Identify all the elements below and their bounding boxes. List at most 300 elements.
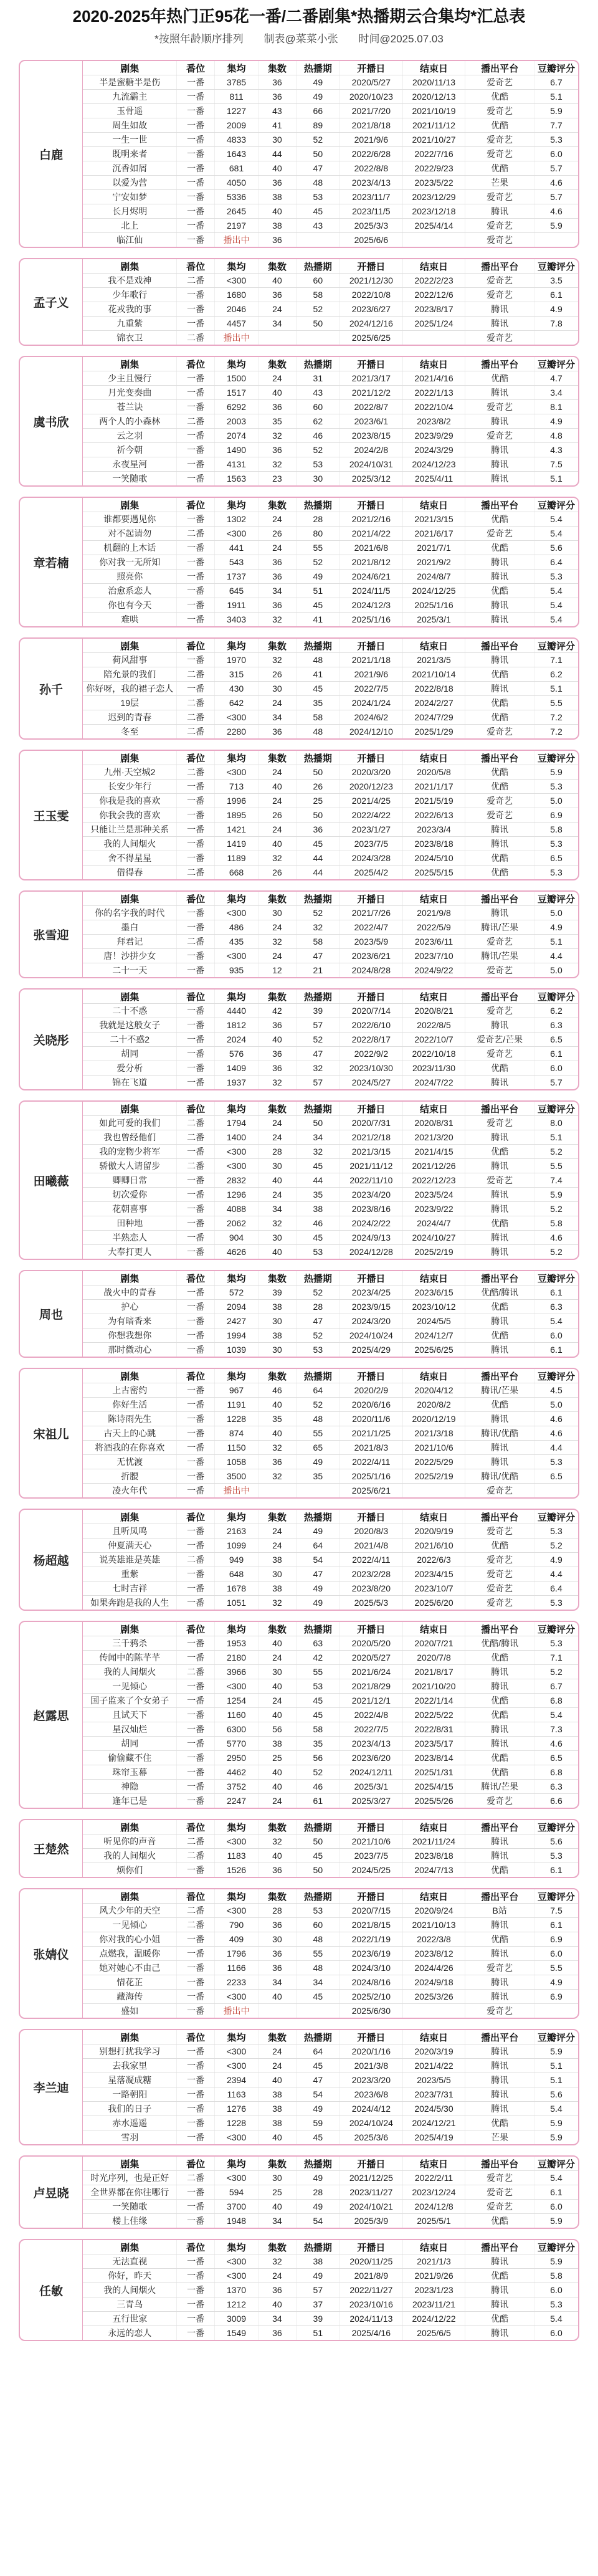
table-row: [83, 1849, 578, 1863]
table-cell: 54: [296, 2087, 339, 2102]
table-cell: 4.9: [534, 302, 579, 317]
table-cell: 一番: [177, 2004, 214, 2018]
table-row: [83, 765, 578, 780]
table-cell: 2023/11/5: [340, 204, 403, 219]
table-cell: 2024/5/25: [340, 1863, 403, 1877]
table-cell: 40: [259, 1679, 296, 1694]
table-cell: 2022/12/23: [402, 1173, 465, 1188]
table-cell: 8.0: [534, 1116, 579, 1130]
table-cell: 爱分析: [83, 1061, 177, 1076]
column-header: 集均: [214, 639, 258, 653]
table-cell: 80: [296, 527, 339, 541]
column-header: 结束日: [402, 751, 465, 765]
table-cell: 一番: [177, 1524, 214, 1538]
table-cell: 4.8: [534, 429, 579, 443]
table-cell: 如此可爱的我们: [83, 1116, 177, 1130]
column-header: 番位: [177, 1820, 214, 1834]
table-cell: 星落凝成糖: [83, 2073, 177, 2087]
table-cell: 32: [259, 2254, 296, 2269]
table-cell: 64: [296, 1383, 339, 1398]
table-cell: 且试天下: [83, 1708, 177, 1722]
table-cell: 2021/3/15: [340, 1145, 403, 1159]
table-cell: 一番: [177, 906, 214, 920]
column-header: 热播期: [296, 1369, 339, 1383]
actress-section: [19, 1270, 579, 1358]
table-cell: 一番: [177, 920, 214, 935]
table-row: [83, 1737, 578, 1751]
table-cell: 爱奇艺: [465, 104, 534, 118]
table-cell: 4.9: [534, 920, 579, 935]
table-cell: 2025/5/26: [402, 1794, 465, 1808]
table-cell: 一番: [177, 90, 214, 104]
table-cell: 5.4: [534, 584, 579, 598]
table-cell: 别想打扰我学习: [83, 2044, 177, 2059]
table-row: [83, 2200, 578, 2214]
column-header: 开播日: [340, 1820, 403, 1834]
table-cell: 优酷: [465, 584, 534, 598]
table-cell: 50: [296, 317, 339, 331]
column-header: 剧集: [83, 2157, 177, 2171]
table-cell: 21: [296, 963, 339, 978]
table-cell: 32: [296, 920, 339, 935]
table-row: [83, 1794, 578, 1808]
table-cell: 41: [259, 118, 296, 133]
table-cell: 2022/7/5: [340, 1722, 403, 1737]
table-cell: 24: [259, 765, 296, 780]
table-cell: 2025/6/25: [340, 331, 403, 345]
table-cell: 681: [214, 161, 258, 176]
table-cell: 2023/11/21: [402, 2297, 465, 2312]
table-cell: 6.7: [534, 75, 579, 90]
table-cell: 6.0: [534, 147, 579, 161]
table-cell: 24: [259, 2044, 296, 2059]
table-cell: 28: [296, 512, 339, 527]
table-cell: 永远的恋人: [83, 2326, 177, 2340]
table-cell: 腾讯: [465, 682, 534, 696]
table-cell: 一番: [177, 219, 214, 233]
table-cell: 2025/6/25: [402, 1343, 465, 1357]
table-cell: 5.3: [534, 1636, 579, 1651]
table-row: [83, 963, 578, 978]
column-header: 结束日: [402, 2030, 465, 2044]
column-header: 集均: [214, 259, 258, 274]
table-cell: 爱奇艺: [465, 400, 534, 414]
table-cell: 40: [259, 2297, 296, 2312]
table-cell: 2021/8/9: [340, 2269, 403, 2283]
table-cell: 66: [296, 104, 339, 118]
table-cell: 一番: [177, 1300, 214, 1314]
table-cell: 3009: [214, 2312, 258, 2326]
table-cell: 优酷: [465, 2116, 534, 2130]
table-cell: 5.4: [534, 598, 579, 613]
table-cell: 2024/12/11: [340, 1765, 403, 1780]
table-cell: 53: [296, 1904, 339, 1918]
table-cell: 47: [296, 1567, 339, 1581]
table-cell: 2022/4/7: [340, 920, 403, 935]
table-cell: 42: [259, 1004, 296, 1018]
table-cell: 45: [296, 682, 339, 696]
table-cell: 仲夏满天心: [83, 1538, 177, 1553]
table-cell: 6.5: [534, 851, 579, 866]
table-cell: 二番: [177, 1553, 214, 1567]
table-cell: 2020/7/21: [402, 1636, 465, 1651]
table-cell: 周生如故: [83, 118, 177, 133]
table-cell: 2021/4/25: [340, 794, 403, 808]
table-cell: 优酷: [465, 371, 534, 386]
table-cell: 腾讯: [465, 443, 534, 457]
table-cell: 2024/10/27: [402, 1231, 465, 1245]
table-cell: 2021/8/12: [340, 555, 403, 570]
table-cell: 2021/9/8: [402, 906, 465, 920]
column-header: 开播日: [340, 1622, 403, 1636]
table-cell: 2021/10/27: [402, 133, 465, 147]
table-cell: 二番: [177, 274, 214, 288]
table-cell: 2024/10/31: [340, 457, 403, 472]
table-cell: 409: [214, 1932, 258, 1947]
table-cell: 凌火年代: [83, 1484, 177, 1498]
drama-table: [83, 1889, 578, 2018]
table-cell: 7.5: [534, 1904, 579, 1918]
drama-table: [83, 639, 578, 738]
table-cell: 一番: [177, 1173, 214, 1188]
table-row: [83, 1314, 578, 1329]
table-cell: 4.6: [534, 1426, 579, 1441]
table-cell: 44: [296, 1173, 339, 1188]
table-cell: 爱奇艺: [465, 288, 534, 302]
table-cell: 30: [259, 1314, 296, 1329]
table-cell: 24: [259, 1694, 296, 1708]
table-cell: 优酷: [465, 696, 534, 710]
table-cell: 36: [259, 1918, 296, 1932]
table-cell: 一番: [177, 1961, 214, 1975]
column-header: 豆瓣评分: [534, 1820, 579, 1834]
table-cell: 24: [259, 1116, 296, 1130]
table-row: [83, 1596, 578, 1610]
table-cell: 5.2: [534, 1665, 579, 1679]
table-cell: 55: [296, 541, 339, 555]
table-cell: 2020/11/13: [402, 75, 465, 90]
table-cell: 32: [259, 429, 296, 443]
table-cell: 一番: [177, 1398, 214, 1412]
table-cell: 全世界都在你往哪行: [83, 2185, 177, 2200]
table-cell: 2163: [214, 1524, 258, 1538]
table-cell: 你的名字我的时代: [83, 906, 177, 920]
column-header: 番位: [177, 1271, 214, 1286]
column-header: 热播期: [296, 498, 339, 512]
table-cell: 雪羽: [83, 2130, 177, 2145]
column-header: 结束日: [402, 498, 465, 512]
table-cell: 一见倾心: [83, 1918, 177, 1932]
table-header-row: [83, 357, 578, 371]
table-cell: 2023/8/18: [402, 1849, 465, 1863]
table-cell: 玉骨遥: [83, 104, 177, 118]
table-cell: 2023/5/17: [402, 1737, 465, 1751]
column-header: 番位: [177, 2157, 214, 2171]
actress-name: 田曦薇: [20, 1102, 83, 1259]
table-cell: 一番: [177, 443, 214, 457]
table-cell: 2025/3/26: [402, 1990, 465, 2004]
table-cell: 23: [259, 472, 296, 486]
table-cell: 49: [296, 570, 339, 584]
table-cell: 52: [296, 555, 339, 570]
table-cell: 谁都要遇见你: [83, 512, 177, 527]
table-cell: 1191: [214, 1398, 258, 1412]
drama-table: [83, 990, 578, 1089]
table-cell: 你我会我的喜欢: [83, 808, 177, 823]
table-cell: 一番: [177, 288, 214, 302]
table-row: [83, 1245, 578, 1259]
table-row: [83, 2130, 578, 2145]
note-text: *按照年龄顺序排列: [154, 33, 244, 45]
table-cell: 一番: [177, 1343, 214, 1357]
table-cell: 2023/8/20: [340, 1581, 403, 1596]
column-header: 开播日: [340, 751, 403, 765]
column-header: 剧集: [83, 1622, 177, 1636]
drama-table: [83, 61, 578, 247]
table-cell: 一番: [177, 1047, 214, 1061]
column-header: 热播期: [296, 1622, 339, 1636]
table-row: [83, 2254, 578, 2269]
table-cell: 5.1: [534, 935, 579, 949]
table-row: [83, 725, 578, 739]
table-cell: 腾讯: [465, 1849, 534, 1863]
table-row: [83, 1455, 578, 1469]
drama-table: [83, 2030, 578, 2144]
table-cell: 34: [259, 2214, 296, 2228]
table-cell: 1911: [214, 598, 258, 613]
table-cell: 5.1: [534, 2059, 579, 2073]
table-cell: 49: [296, 1596, 339, 1610]
table-cell: 24: [259, 2269, 296, 2283]
table-cell: 36: [259, 555, 296, 570]
column-header: 番位: [177, 2240, 214, 2254]
actress-name: 杨超越: [20, 1510, 83, 1610]
table-cell: 2025/4/16: [340, 2326, 403, 2340]
table-cell: 一番: [177, 2102, 214, 2116]
table-cell: 2025/4/14: [402, 219, 465, 233]
table-cell: 既明来者: [83, 147, 177, 161]
column-header: 播出平台: [465, 357, 534, 371]
table-cell: 53: [296, 1245, 339, 1259]
table-cell: 52: [296, 1033, 339, 1047]
table-cell: 三青鸟: [83, 2297, 177, 2312]
table-cell: 一番: [177, 1145, 214, 1159]
table-cell: 5.3: [534, 837, 579, 851]
table-cell: 2021/8/18: [340, 118, 403, 133]
column-header: 热播期: [296, 1889, 339, 1904]
table-cell: 你好呀，我的裙子恋人: [83, 682, 177, 696]
table-cell: 24: [259, 794, 296, 808]
actress-name: 孟子义: [20, 259, 83, 345]
actress-name: 赵露思: [20, 1622, 83, 1808]
actress-name: 张雪迎: [20, 892, 83, 977]
table-cell: 2024/5/5: [402, 1314, 465, 1329]
column-header: 结束日: [402, 1820, 465, 1834]
table-cell: 少主且慢行: [83, 371, 177, 386]
table-cell: 1948: [214, 2214, 258, 2228]
table-cell: 50: [296, 1834, 339, 1849]
table-cell: 腾讯: [465, 1737, 534, 1751]
table-cell: 2022/8/18: [402, 682, 465, 696]
table-cell: 二番: [177, 667, 214, 682]
column-header: 豆瓣评分: [534, 751, 579, 765]
table-cell: 1419: [214, 837, 258, 851]
table-cell: 2023/8/12: [402, 1947, 465, 1961]
table-cell: 5.2: [550, 1247, 562, 1257]
table-row: [83, 682, 578, 696]
table-cell: 无忧渡: [83, 1455, 177, 1469]
table-cell: 爱奇艺: [465, 1961, 534, 1975]
column-header: 播出平台: [465, 2157, 534, 2171]
table-cell: 2024/5/10: [402, 851, 465, 866]
column-header: 开播日: [340, 892, 403, 906]
table-cell: 6.2: [534, 667, 579, 682]
column-header: 播出平台: [465, 1820, 534, 1834]
table-cell: 43: [296, 386, 339, 400]
table-cell: 430: [214, 682, 258, 696]
table-cell: 一番: [177, 133, 214, 147]
table-cell: 2023/5/22: [402, 176, 465, 190]
table-cell: 一番: [177, 1694, 214, 1708]
table-cell: 4131: [214, 457, 258, 472]
table-cell: 2022/4/11: [340, 1455, 403, 1469]
table-cell: 2020/7/14: [340, 1004, 403, 1018]
table-cell: 2025/3/3: [340, 219, 403, 233]
table-cell: 腾讯: [465, 906, 534, 920]
table-cell: 一番: [177, 2326, 214, 2340]
column-header: 剧集: [83, 1510, 177, 1524]
table-cell: 5.5: [534, 1159, 579, 1173]
table-row: [83, 2102, 578, 2116]
table-header-row: [83, 259, 578, 274]
table-cell: 2024/3/28: [340, 851, 403, 866]
table-cell: 35: [259, 1412, 296, 1426]
table-cell: 40: [259, 1426, 296, 1441]
actress-section: [19, 2155, 579, 2229]
table-row: [83, 2185, 578, 2200]
table-row: [83, 371, 578, 386]
table-cell: 26: [296, 780, 339, 794]
table-cell: 2197: [214, 219, 258, 233]
table-cell: 爱奇艺: [465, 133, 534, 147]
table-row: [83, 414, 578, 429]
table-cell: 腾讯: [465, 2073, 534, 2087]
table-cell: 49: [296, 75, 339, 90]
page-title: 2020-2025年热门正95花一番/二番剧集*热播期云合集均*汇总表: [72, 7, 526, 26]
table-cell: 6.8: [534, 1765, 579, 1780]
table-cell: 6292: [214, 400, 258, 414]
column-header: 播出平台: [465, 1102, 534, 1116]
table-cell: 5.3: [534, 1455, 579, 1469]
table-cell: 2025/6/6: [340, 233, 403, 247]
column-header: 剧集: [83, 1271, 177, 1286]
column-header: 播出平台: [465, 1510, 534, 1524]
table-cell: 二番: [177, 866, 214, 880]
table-header-row: [83, 892, 578, 906]
table-cell: 46: [296, 1780, 339, 1794]
table-row: [83, 866, 578, 880]
table-cell: 优酷: [465, 710, 534, 725]
table-cell: 2023/2/28: [340, 1567, 403, 1581]
table-cell: 2023/7/10: [402, 949, 465, 963]
table-cell: 4457: [214, 317, 258, 331]
table-row: [83, 204, 578, 219]
table-cell: 唐！沙拼少女: [83, 949, 177, 963]
table-cell: 2023/3/4: [402, 823, 465, 837]
table-cell: 2024/12/7: [402, 1329, 465, 1343]
column-header: 剧集: [83, 1889, 177, 1904]
table-cell: 二番: [177, 935, 214, 949]
table-cell: 2023/11/7: [340, 190, 403, 204]
table-cell: 30: [259, 1665, 296, 1679]
table-cell: 2025/1/16: [340, 1469, 403, 1484]
table-cell: 3785: [214, 75, 258, 90]
table-cell: 7.4: [534, 1173, 579, 1188]
table-cell: 45: [296, 2059, 339, 2073]
table-cell: 5.1: [534, 1130, 579, 1145]
table-cell: 以爱为营: [83, 176, 177, 190]
table-cell: 32: [259, 1076, 296, 1090]
table-cell: 无法直视: [83, 2254, 177, 2269]
table-cell: 36: [259, 1961, 296, 1975]
table-cell: 2025/5/3: [340, 1596, 403, 1610]
table-cell: 26: [259, 866, 296, 880]
table-cell: 2020/4/12: [402, 1383, 465, 1398]
table-cell: 爱奇艺: [465, 1116, 534, 1130]
table-cell: 5.9: [550, 2132, 562, 2142]
table-cell: 赤水遥遥: [83, 2116, 177, 2130]
table-cell: 1796: [214, 1947, 258, 1961]
column-header: 集数: [259, 2240, 296, 2254]
table-cell: 2021/6/10: [402, 1538, 465, 1553]
table-cell: 一番: [177, 1794, 214, 1808]
table-cell: 2022/8/5: [402, 1018, 465, 1033]
table-cell: 30: [259, 1159, 296, 1173]
table-cell: 25: [259, 2185, 296, 2200]
table-cell: 2023/7/5: [340, 837, 403, 851]
table-cell: 优酷: [465, 1538, 534, 1553]
table-cell: 一番: [177, 1737, 214, 1751]
table-cell: 一番: [177, 2059, 214, 2073]
table-cell: 5.9: [550, 2216, 562, 2226]
actress-section: [19, 988, 579, 1090]
table-cell: 36: [259, 570, 296, 584]
table-cell: 一番: [177, 2185, 214, 2200]
table-cell: 爱奇艺: [465, 1794, 534, 1808]
table-cell: 腾讯: [465, 570, 534, 584]
table-cell: 2023/7/5: [340, 1849, 403, 1863]
table-cell: 墨白: [83, 920, 177, 935]
table-cell: 腾讯: [465, 2283, 534, 2297]
table-cell: 1895: [214, 808, 258, 823]
table-cell: 543: [214, 555, 258, 570]
column-header: 结束日: [402, 2240, 465, 2254]
table-cell: 2021/12/26: [402, 1159, 465, 1173]
table-cell: 1228: [214, 1412, 258, 1426]
table-cell: 40: [259, 161, 296, 176]
table-cell: 1183: [214, 1849, 258, 1863]
table-cell: 2025/3/1: [340, 1780, 403, 1794]
table-cell: [402, 331, 465, 345]
table-cell: 一番: [177, 1932, 214, 1947]
table-cell: 祈今朝: [83, 443, 177, 457]
table-cell: 1970: [214, 653, 258, 667]
actress-name: 张婧仪: [20, 1889, 83, 2018]
column-header: 番位: [177, 1369, 214, 1383]
table-cell: 2024/10/24: [340, 1329, 403, 1343]
table-cell: 长安少年行: [83, 780, 177, 794]
table-cell: 5.7: [550, 1077, 562, 1087]
